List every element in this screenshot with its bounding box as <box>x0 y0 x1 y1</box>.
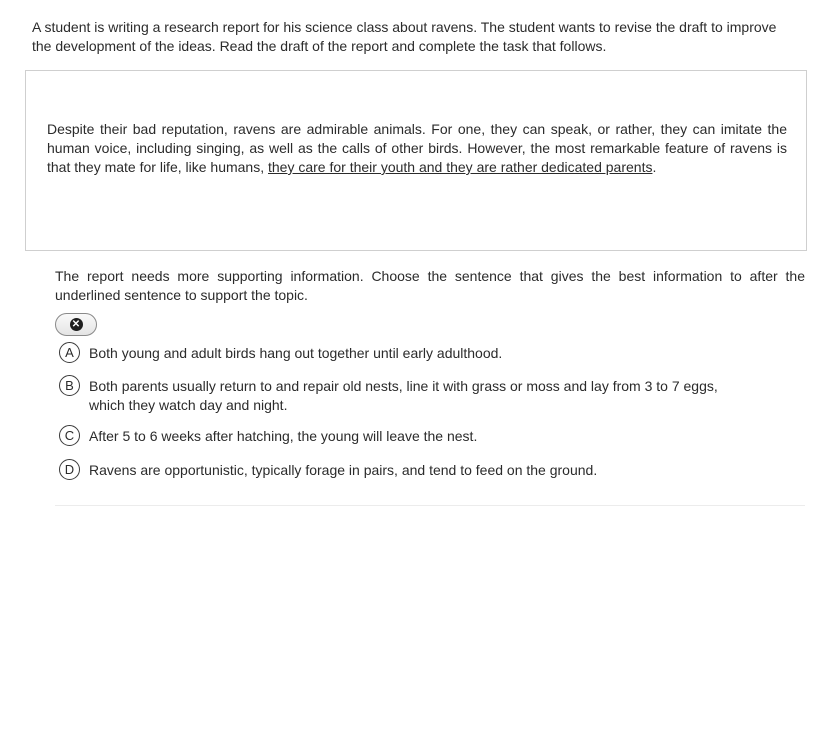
option-text-c: After 5 to 6 weeks after hatching, the young will leave the nest. <box>89 428 478 444</box>
close-circle-icon: ✕ <box>70 318 83 331</box>
passage-text <box>47 120 787 177</box>
option-letter-c[interactable]: C <box>59 425 80 446</box>
passage-body: Despite their bad reputation, ravens are admirable animals. For one, they can speak, or rather, they can imitate the human voice, including singing, as well as the calls of other birds. However, the most remarkable feature of ravens is that they mate for life, like humans, <box>47 121 787 175</box>
divider <box>55 505 805 506</box>
underlined-sentence: they care for their youth and they are rather dedicated parents <box>268 159 653 175</box>
question-prompt: The report needs more supporting information. Choose the sentence that gives the best information to after the underlined sentence to support the topic. <box>55 268 805 303</box>
answer-option-a[interactable] <box>59 342 759 366</box>
option-letter-a[interactable]: A <box>59 342 80 363</box>
passage-end: . <box>652 159 657 175</box>
option-text-b: Both parents usually return to and repair old nests, line it with grass or moss and lay from 3 to 7 eggs, which they watch day and night. <box>89 378 718 413</box>
option-text-a: Both young and adult birds hang out together until early adulthood. <box>89 345 503 361</box>
question-intro: A student is writing a research report for his science class about ravens. The student wants to revise the draft to improve the development of the ideas. Read the draft of the report and complete the task that follows. <box>32 19 777 54</box>
answer-option-d[interactable] <box>59 459 759 483</box>
option-text-d: Ravens are opportunistic, typically forage in pairs, and tend to feed on the ground. <box>89 462 598 478</box>
option-letter-d[interactable]: D <box>59 459 80 480</box>
answer-option-b[interactable] <box>59 375 759 415</box>
option-letter-b[interactable]: B <box>59 375 80 396</box>
passage-box <box>25 70 807 251</box>
answer-eliminator-button[interactable] <box>55 313 97 336</box>
answer-option-c[interactable] <box>59 425 759 449</box>
